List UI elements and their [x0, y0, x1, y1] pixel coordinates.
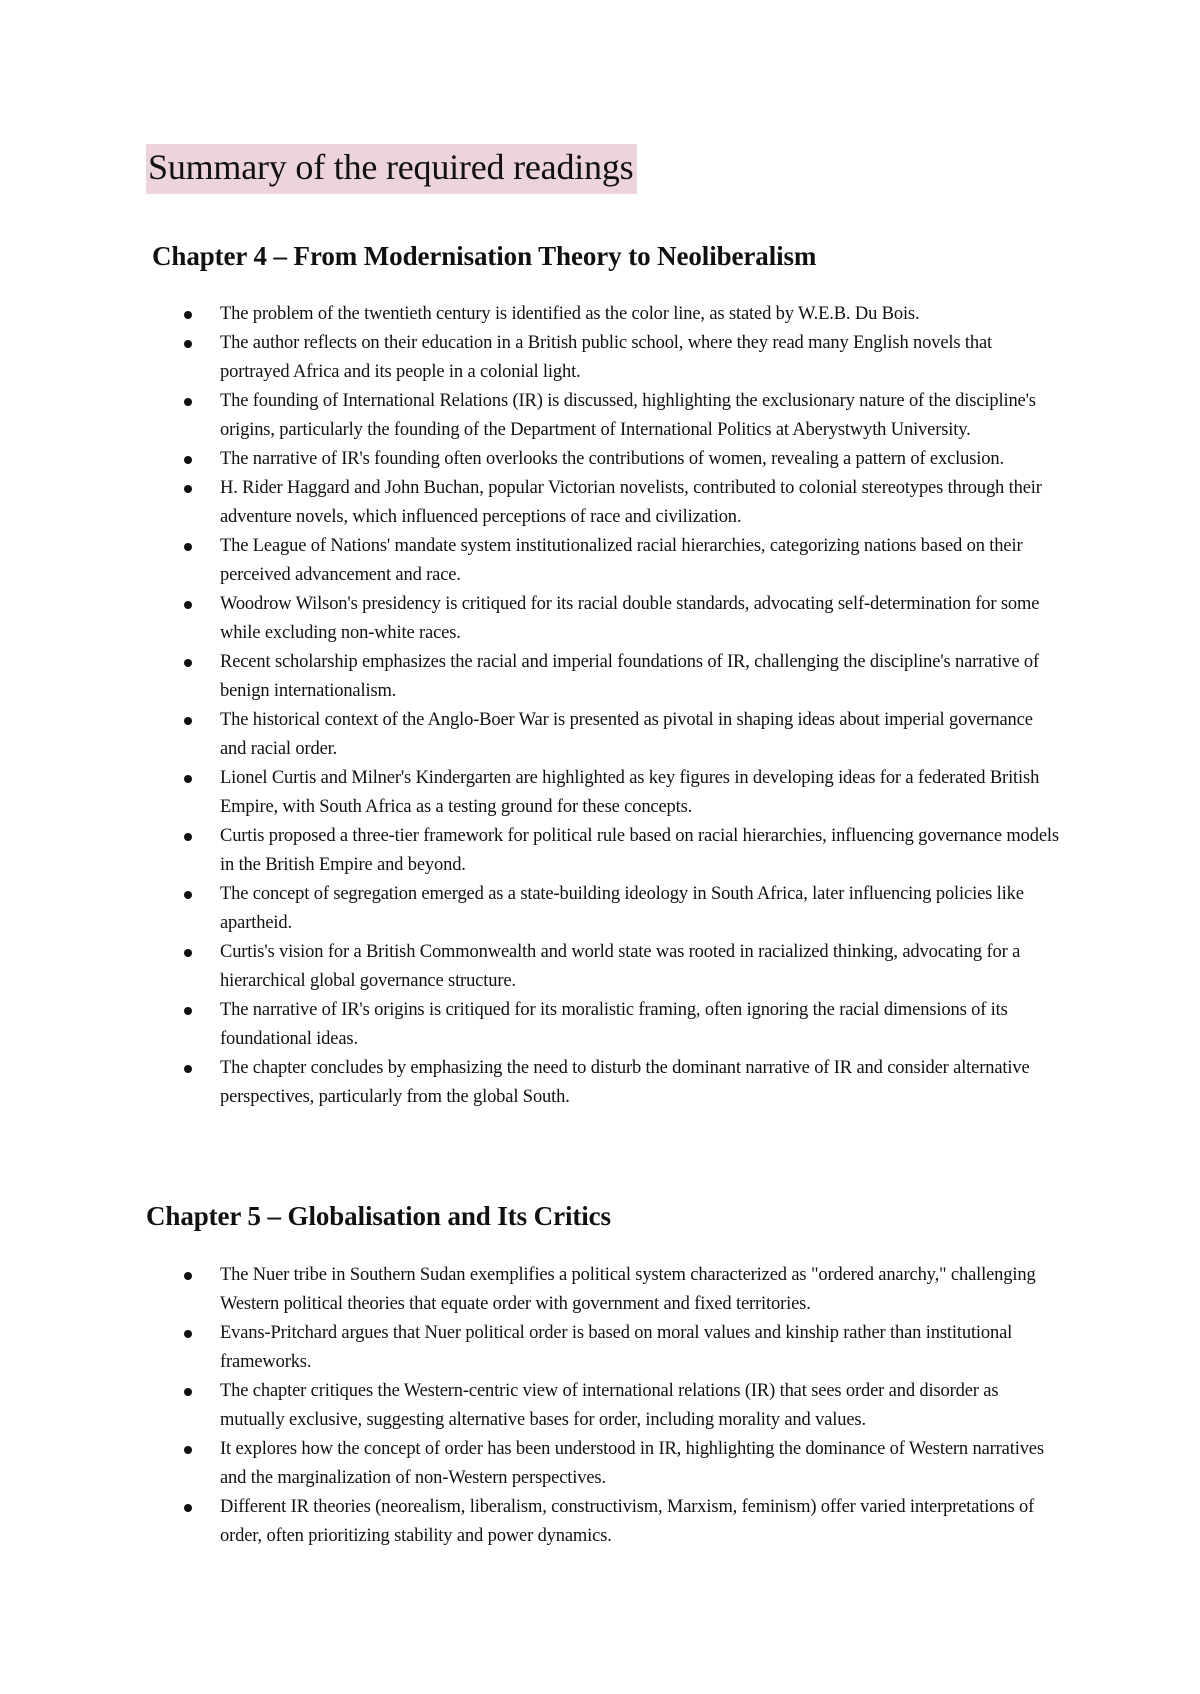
page-title: Summary of the required readings [146, 144, 637, 194]
list-item [180, 300, 1060, 329]
chapter-heading: Chapter 4 – From Modernisation Theory to Neoliberalism [152, 241, 817, 271]
list-item [180, 329, 1060, 387]
list-item-text: Evans-Pritchard argues that Nuer political order is based on moral values and kinship rather than institutional frameworks. [220, 1323, 1013, 1372]
bullet-icon [184, 456, 192, 464]
list-item-text: The chapter critiques the Western-centric view of international relations (IR) that sees order and disorder as mutually exclusive, suggesting alternative bases for order, including morality and values. [220, 1381, 999, 1430]
bullet-icon [184, 775, 192, 783]
list-item-text: The author reflects on their education in a British public school, where they read many English novels that portrayed Africa and its people in a colonial light. [220, 333, 993, 382]
list-item-text: The League of Nations' mandate system institutionalized racial hierarchies, categorizing nations based on their perceived advancement and race. [220, 536, 1023, 585]
list-item [180, 1319, 1060, 1377]
list-item-text: The concept of segregation emerged as a state-building ideology in South Africa, later influencing policies like apartheid. [220, 884, 1024, 933]
list-item-text: Woodrow Wilson's presidency is critiqued for its racial double standards, advocating self-determination for some while excluding non-white races. [220, 594, 1040, 643]
list-item-text: It explores how the concept of order has been understood in IR, highlighting the dominance of Western narratives and the marginalization of non-Western perspectives. [220, 1439, 1044, 1488]
bullet-list [180, 300, 1060, 1112]
bullet-icon [184, 717, 192, 725]
bullet-icon [184, 833, 192, 841]
list-item-text: The narrative of IR's origins is critiqued for its moralistic framing, often ignoring the racial dimensions of its foundational ideas. [220, 1000, 1008, 1049]
list-item [180, 445, 1060, 474]
list-item [180, 764, 1060, 822]
bullet-icon [184, 1330, 192, 1338]
list-item-text: H. Rider Haggard and John Buchan, popular Victorian novelists, contributed to colonial stereotypes through their adventure novels, which influenced perceptions of race and civilization. [220, 478, 1042, 527]
list-item [180, 938, 1060, 996]
list-item-text: The historical context of the Anglo-Boer War is presented as pivotal in shaping ideas about imperial governance and racial order. [220, 710, 1033, 759]
bullet-icon [184, 1504, 192, 1512]
list-item-text: Lionel Curtis and Milner's Kindergarten are highlighted as key figures in developing ideas for a federated British Empire, with South Africa as a testing ground for these concepts. [220, 768, 1040, 817]
bullet-icon [184, 1446, 192, 1454]
bullet-icon [184, 1065, 192, 1073]
list-item [180, 1054, 1060, 1112]
list-item-text: The problem of the twentieth century is identified as the color line, as stated by W.E.B. Du Bois. [220, 304, 920, 324]
list-item [180, 1435, 1060, 1493]
bullet-icon [184, 340, 192, 348]
bullet-icon [184, 543, 192, 551]
bullet-icon [184, 1272, 192, 1280]
bullet-icon [184, 601, 192, 609]
list-item [180, 590, 1060, 648]
list-item [180, 880, 1060, 938]
list-item-text: The founding of International Relations (IR) is discussed, highlighting the exclusionary nature of the discipline's origins, particularly the founding of the Department of International Politics at Aberystwyth University. [220, 391, 1036, 440]
list-item [180, 706, 1060, 764]
list-item-text: Recent scholarship emphasizes the racial and imperial foundations of IR, challenging the discipline's narrative of benign internationalism. [220, 652, 1039, 701]
list-item-text: The Nuer tribe in Southern Sudan exemplifies a political system characterized as "ordered anarchy," challenging Western political theories that equate order with government and fixed territories. [220, 1265, 1036, 1314]
bullet-icon [184, 891, 192, 899]
list-item [180, 387, 1060, 445]
list-item [180, 532, 1060, 590]
list-item-text: Curtis proposed a three-tier framework for political rule based on racial hierarchies, influencing governance models in the British Empire and beyond. [220, 826, 1059, 875]
list-item [180, 1493, 1060, 1551]
bullet-icon [184, 485, 192, 493]
list-item [180, 1377, 1060, 1435]
list-item-text: Curtis's vision for a British Commonwealth and world state was rooted in racialized thinking, advocating for a hierarchical global governance structure. [220, 942, 1021, 991]
bullet-icon [184, 1007, 192, 1015]
bullet-icon [184, 949, 192, 957]
bullet-icon [184, 1388, 192, 1396]
list-item [180, 822, 1060, 880]
bullet-icon [184, 659, 192, 667]
chapter-heading: Chapter 5 – Globalisation and Its Critics [146, 1201, 611, 1231]
bullet-icon [184, 311, 192, 319]
bullet-list [180, 1261, 1060, 1551]
list-item-text: The narrative of IR's founding often overlooks the contributions of women, revealing a pattern of exclusion. [220, 449, 1004, 469]
list-item [180, 996, 1060, 1054]
list-item [180, 648, 1060, 706]
list-item-text: The chapter concludes by emphasizing the need to disturb the dominant narrative of IR and consider alternative perspectives, particularly from the global South. [220, 1058, 1030, 1107]
list-item-text: Different IR theories (neorealism, liberalism, constructivism, Marxism, feminism) offer varied interpretations of order, often prioritizing stability and power dynamics. [220, 1497, 1035, 1546]
bullet-icon [184, 398, 192, 406]
list-item [180, 1261, 1060, 1319]
list-item [180, 474, 1060, 532]
